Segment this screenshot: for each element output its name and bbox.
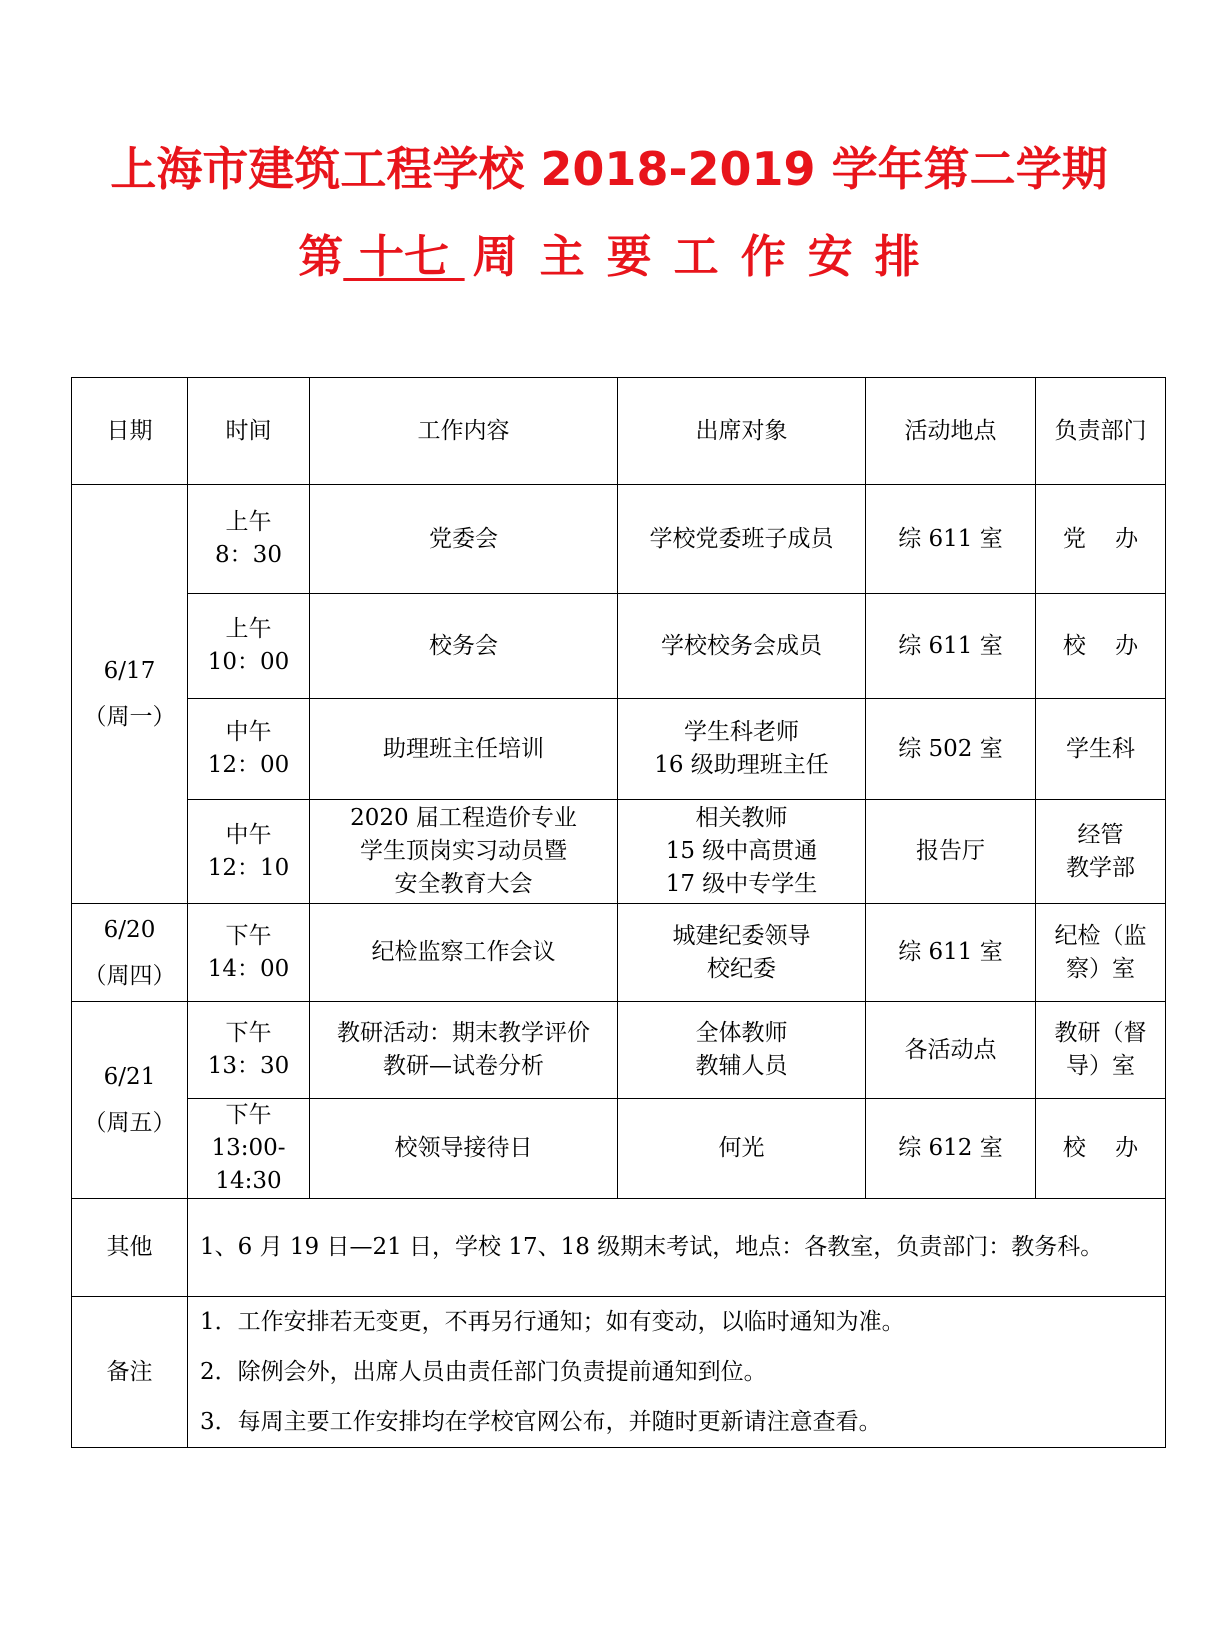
subtitle-char: 周 [472,230,518,283]
cell-line: 城建纪委领导 [672,922,811,949]
cell-line: 教辅人员 [695,1053,788,1079]
other-label: 其他 [72,1199,188,1297]
cell-line: 学校校务会成员 [661,632,822,659]
cell-line: 10：00 [207,649,290,675]
subtitle-char: 排 [874,230,920,283]
table-row [72,904,1166,1002]
cell-line: 16 级助理班主任 [654,752,829,778]
week-number: 十七 [343,230,465,283]
cell-line: 下午 [225,1102,272,1128]
column-header: 时间 [188,378,310,485]
dept-cell [1036,800,1166,904]
cell-line: 13:00- [211,1135,286,1161]
column-header: 日期 [72,378,188,485]
place-cell: 各活动点 [866,1002,1036,1099]
cell-line: 上午 [225,509,272,535]
notes-row [72,1297,1166,1448]
date-cell [72,904,188,1002]
table-row [72,699,1166,800]
cell-line: 经管 [1077,821,1124,848]
cell-line: 中午 [225,719,272,745]
cell-line: 17 级中专学生 [665,871,818,897]
column-header: 出席对象 [618,378,866,485]
cell-line: 12：10 [207,854,290,881]
dept-cell [1036,1002,1166,1099]
cell-line: 学生科 [1066,735,1135,762]
date-value: 6/17 [103,658,156,684]
time-cell [188,594,310,699]
attendees-cell [618,485,866,594]
cell-line: 教研—试卷分析 [383,1053,544,1079]
subtitle-char: 安 [807,230,853,283]
place-cell: 综 502 室 [866,699,1036,800]
column-header: 负责部门 [1036,378,1166,485]
cell-line: 13：30 [207,1053,290,1079]
cell-line: 中午 [225,821,272,848]
cell-line: 全体教师 [695,1020,788,1046]
table-row [72,485,1166,594]
time-cell [188,1002,310,1099]
time-cell [188,904,310,1002]
cell-line: 教学部 [1066,854,1135,881]
attendees-cell [618,1002,866,1099]
place-cell: 综 611 室 [866,904,1036,1002]
cell-line: 党委会 [429,525,498,552]
table-row [72,800,1166,904]
cell-line: 助理班主任培训 [383,735,544,762]
table-row [72,1099,1166,1199]
cell-line: 14：00 [207,955,290,982]
attendees-cell [618,800,866,904]
other-text: 1、6 月 19 日—21 日，学校 17、18 级期末考试，地点：各教室，负责部门：教务科。 [188,1199,1166,1297]
notes-text [188,1297,1166,1448]
place-cell: 综 612 室 [866,1099,1036,1199]
place-cell: 报告厅 [866,800,1036,904]
cell-line: 上午 [225,616,272,642]
page-subtitle [0,228,1218,286]
subtitle-prefix: 第 [298,230,344,283]
cell-line: 察）室 [1066,955,1135,982]
dept-cell [1036,594,1166,699]
table-row [72,594,1166,699]
content-cell [310,699,618,800]
cell-line: 何光 [718,1135,765,1161]
notes-label: 备注 [72,1297,188,1448]
weekday-value: （周四） [83,962,176,989]
cell-line: 教研（督 [1054,1020,1147,1046]
time-cell [188,485,310,594]
cell-line: 校领导接待日 [394,1135,533,1161]
cell-line: 下午 [225,922,272,949]
cell-line: 相关教师 [695,805,788,831]
note-item: 2．除例会外，出席人员由责任部门负责提前通知到位。 [200,1359,767,1385]
page-title: 上海市建筑工程学校 2018-2019 学年第二学期 [110,142,1108,196]
subtitle-char: 主 [539,230,585,283]
cell-line: 纪检监察工作会议 [371,939,556,965]
weekday-value: （周五） [83,1110,176,1136]
content-cell [310,594,618,699]
other-row [72,1199,1166,1297]
subtitle-char: 工 [673,230,719,283]
cell-line: 校 办 [1062,1135,1139,1161]
cell-line: 校务会 [429,632,498,659]
cell-line: 教研活动：期末教学评价 [337,1020,590,1046]
date-value: 6/20 [103,916,156,943]
attendees-cell [618,1099,866,1199]
column-header: 工作内容 [310,378,618,485]
cell-line: 导）室 [1066,1053,1135,1079]
cell-line: 15 级中高贯通 [665,838,818,864]
subtitle-char: 作 [740,230,786,283]
cell-line: 8：30 [215,542,282,568]
content-cell [310,1099,618,1199]
cell-line: 纪检（监 [1054,922,1147,949]
content-cell [310,904,618,1002]
time-cell [188,800,310,904]
cell-line: 学生科老师 [684,719,799,745]
time-cell [188,699,310,800]
note-item: 1．工作安排若无变更，不再另行通知；如有变动，以临时通知为准。 [200,1309,905,1335]
cell-line: 校纪委 [707,955,776,982]
content-cell [310,485,618,594]
schedule-table [71,377,1166,1448]
dept-cell [1036,699,1166,800]
attendees-cell [618,904,866,1002]
header-row [72,378,1166,485]
date-cell [72,485,188,904]
cell-line: 12：00 [207,752,290,778]
subtitle-char: 要 [606,230,652,283]
attendees-cell [618,594,866,699]
cell-line: 学生顶岗实习动员暨 [360,838,567,864]
cell-line: 学校党委班子成员 [649,525,834,552]
cell-line: 下午 [225,1020,272,1046]
place-cell: 综 611 室 [866,594,1036,699]
dept-cell [1036,904,1166,1002]
attendees-cell [618,699,866,800]
time-cell [188,1099,310,1199]
dept-cell [1036,485,1166,594]
weekday-value: （周一） [83,704,176,730]
column-header: 活动地点 [866,378,1036,485]
date-value: 6/21 [103,1064,156,1090]
note-item: 3．每周主要工作安排均在学校官网公布，并随时更新请注意查看。 [200,1409,882,1435]
cell-line: 14:30 [215,1168,282,1194]
content-cell [310,800,618,904]
cell-line: 党 办 [1062,525,1139,552]
content-cell [310,1002,618,1099]
cell-line: 校 办 [1062,632,1139,659]
cell-line: 安全教育大会 [394,871,533,897]
dept-cell [1036,1099,1166,1199]
date-cell [72,1002,188,1199]
place-cell: 综 611 室 [866,485,1036,594]
cell-line: 2020 届工程造价专业 [350,805,577,831]
table-row [72,1002,1166,1099]
